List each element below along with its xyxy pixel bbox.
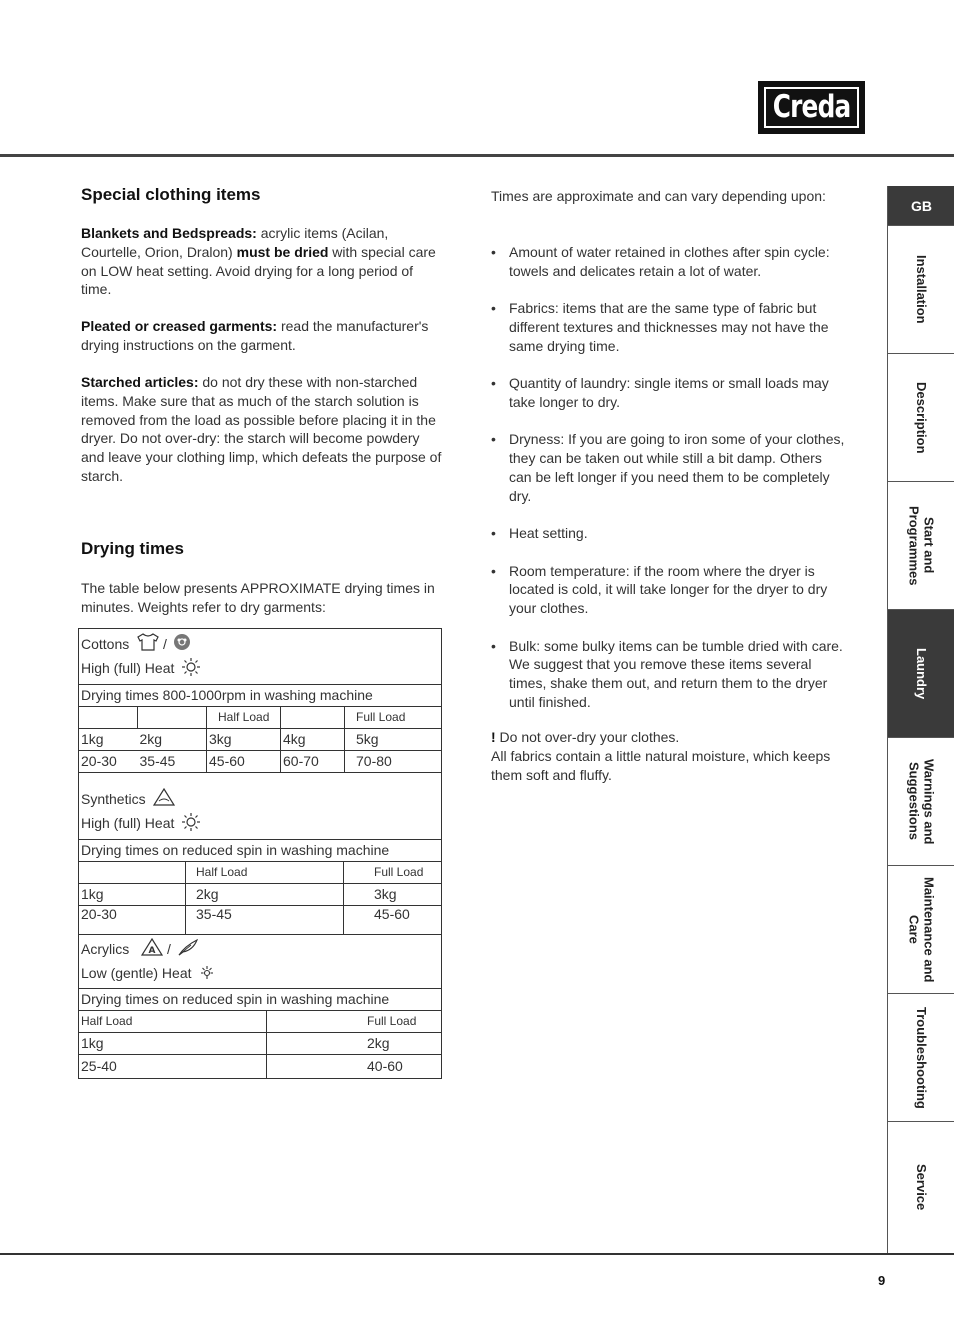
synthetics-time: 45-60 xyxy=(344,905,442,934)
tab-troubleshooting-label: Troubleshooting xyxy=(914,1006,929,1109)
synthetics-header-cell xyxy=(79,773,442,839)
drying-intro: The table below presents APPROXIMATE drying times in minutes. Weights refer to dry garments: xyxy=(81,580,435,615)
cottons-blank-3 xyxy=(281,706,345,728)
list-item: • Fabrics: items that are the same type of fabric but different textures and thicknesses may not have the same drying time. xyxy=(491,299,846,355)
footer-rule xyxy=(0,1253,954,1255)
low-heat-icon xyxy=(199,964,215,986)
tab-laundry[interactable] xyxy=(888,610,954,738)
times-intro: Times are approximate and can vary depending upon: xyxy=(491,188,826,204)
list-item: • Room temperature: if the room where the dryer is located is cold, it will take longer for the dryer to dry your clothes. xyxy=(491,562,846,618)
tab-maintenance-care[interactable] xyxy=(888,866,954,994)
acrylics-header-cell xyxy=(79,928,442,988)
pleated-label: Pleated or creased garments: xyxy=(81,318,278,334)
list-item: • Quantity of laundry: single items or small loads may take longer to dry. xyxy=(491,374,846,412)
cottons-table xyxy=(78,628,442,773)
list-item: • Heat setting. xyxy=(491,524,846,543)
synthetics-table xyxy=(78,773,442,935)
acrylics-triangle-a-icon xyxy=(141,938,163,962)
warning-line-1: Do not over-dry your clothes. xyxy=(495,729,680,745)
synthetics-heat: High (full) Heat xyxy=(81,815,175,832)
acrylics-half-load: Half Load xyxy=(79,1010,267,1032)
cottons-time: 20-30 xyxy=(79,750,138,772)
list-item: • Amount of water retained in clothes after spin cycle: towels and delicates retain a lot of water. xyxy=(491,243,846,281)
blankets-text-2: with special care on LOW heat setting. Avoid drying for a long period of time. xyxy=(81,243,436,298)
cottons-blank-2 xyxy=(138,706,207,728)
list-item: • Dryness: If you are going to iron some of your clothes, they can be taken out while still a bit damp. Others can be left longer if you need them to be completely dry. xyxy=(491,430,846,505)
pleated-text: read the manufacturer's drying instructions on the garment. xyxy=(81,318,429,353)
cottons-time: 35-45 xyxy=(138,750,207,772)
cottons-caption: Drying times 800-1000rpm in washing machine xyxy=(79,684,442,706)
blankets-paragraph xyxy=(81,224,445,299)
overdry-warning xyxy=(491,728,846,784)
tab-description[interactable] xyxy=(888,354,954,482)
svg-text:A: A xyxy=(148,946,156,957)
synthetics-weight: 2kg xyxy=(186,883,344,905)
sun-high-heat-icon xyxy=(182,658,200,682)
starched-label: Starched articles: xyxy=(81,374,199,390)
blankets-bold-2: must be dried xyxy=(236,243,329,260)
tab-installation[interactable] xyxy=(888,226,954,354)
tab-start-programmes-label: Start and Programmes xyxy=(906,505,937,586)
tab-installation-label: Installation xyxy=(914,255,929,324)
cottons-full-load: Full Load xyxy=(345,706,442,728)
tab-description-label: Description xyxy=(914,381,929,454)
synthetics-weight: 3kg xyxy=(344,883,442,905)
acrylics-table xyxy=(78,928,442,1079)
acrylics-time: 25-40 xyxy=(79,1054,267,1078)
header-rule xyxy=(0,154,954,157)
starched-text: do not dry these with non-starched items. Make sure that as much of the starch solution is removed from the load as possible before placing it in the dryer. Do not over-dry: the starch will become powdery and leave your clothing limp, which defeats the purpose of starch. xyxy=(81,374,442,484)
synthetics-name: Synthetics xyxy=(81,791,146,807)
cottons-time: 45-60 xyxy=(207,750,281,772)
synthetics-time: 35-45 xyxy=(186,905,344,934)
synthetics-triangle-icon xyxy=(153,788,175,812)
cottons-weight: 4kg xyxy=(281,728,345,750)
tab-service[interactable] xyxy=(888,1122,954,1253)
acrylics-full-load: Full Load xyxy=(267,1010,442,1032)
cottons-weight: 1kg xyxy=(79,728,138,750)
tab-service-label: Service xyxy=(914,1164,929,1211)
shirt-icon xyxy=(137,633,159,657)
page-number: 9 xyxy=(878,1273,886,1288)
creda-logo xyxy=(758,81,865,134)
cottons-weight: 2kg xyxy=(138,728,207,750)
synthetics-caption: Drying times on reduced spin in washing machine xyxy=(79,839,442,861)
warning-mark: ! xyxy=(491,729,496,745)
synthetics-time: 20-30 xyxy=(79,905,186,934)
cotton-flower-icon xyxy=(173,633,191,657)
section-sidebar xyxy=(887,186,954,1253)
acrylics-caption: Drying times on reduced spin in washing machine xyxy=(79,988,442,1010)
drying-times-title: Drying times xyxy=(81,539,184,558)
tab-maintenance-label: Maintenance and Care xyxy=(906,876,937,983)
cottons-slash: / xyxy=(163,636,167,652)
cottons-name: Cottons xyxy=(81,636,130,652)
synthetics-full-load: Full Load xyxy=(344,861,442,883)
list-item: • Bulk: some bulky items can be tumble dried with care. We suggest that you remove these items several times, shake them out, and return them to the dryer until finished. xyxy=(491,637,846,712)
acrylics-time: 40-60 xyxy=(267,1054,442,1078)
acrylics-heat: Low (gentle) Heat xyxy=(81,965,192,982)
tab-troubleshooting[interactable] xyxy=(888,994,954,1122)
tab-laundry-label: Laundry xyxy=(914,647,929,700)
cottons-time: 60-70 xyxy=(281,750,345,772)
cottons-weight: 3kg xyxy=(207,728,281,750)
blankets-text-1: acrylic items (Acilan, Courtelle, Orion, Dralon) xyxy=(81,225,389,260)
tab-warnings-suggestions[interactable] xyxy=(888,738,954,866)
cottons-time: 70-80 xyxy=(345,750,442,772)
synthetics-blank xyxy=(79,861,186,883)
pleated-paragraph xyxy=(81,317,445,355)
synthetics-half-load: Half Load xyxy=(186,861,344,883)
tab-warnings-label: Warnings and Suggestions xyxy=(906,758,937,845)
feather-icon xyxy=(177,938,199,962)
cottons-half-load: Half Load xyxy=(207,706,281,728)
special-clothing-title: Special clothing items xyxy=(81,185,261,204)
acrylics-weight: 1kg xyxy=(79,1032,267,1054)
cottons-weight: 5kg xyxy=(345,728,442,750)
acrylics-name: Acrylics xyxy=(81,941,130,957)
logo-text: Creda xyxy=(772,89,851,125)
acrylics-weight: 2kg xyxy=(267,1032,442,1054)
starched-paragraph xyxy=(81,373,445,486)
warning-line-2: All fabrics contain a little natural moisture, which keeps them soft and fluffy. xyxy=(491,747,831,783)
cottons-blank-1 xyxy=(79,706,138,728)
factor-list xyxy=(491,243,846,730)
sun-high-heat-icon xyxy=(182,813,200,837)
acrylics-slash: / xyxy=(167,941,171,957)
tab-gb[interactable] xyxy=(888,186,954,226)
cottons-heat: High (full) Heat xyxy=(81,660,175,677)
tab-start-programmes[interactable] xyxy=(888,482,954,610)
cottons-header-cell xyxy=(79,629,442,685)
synthetics-weight: 1kg xyxy=(79,883,186,905)
blankets-label: Blankets and Bedspreads: xyxy=(81,225,257,241)
tab-gb-label: GB xyxy=(911,197,932,214)
